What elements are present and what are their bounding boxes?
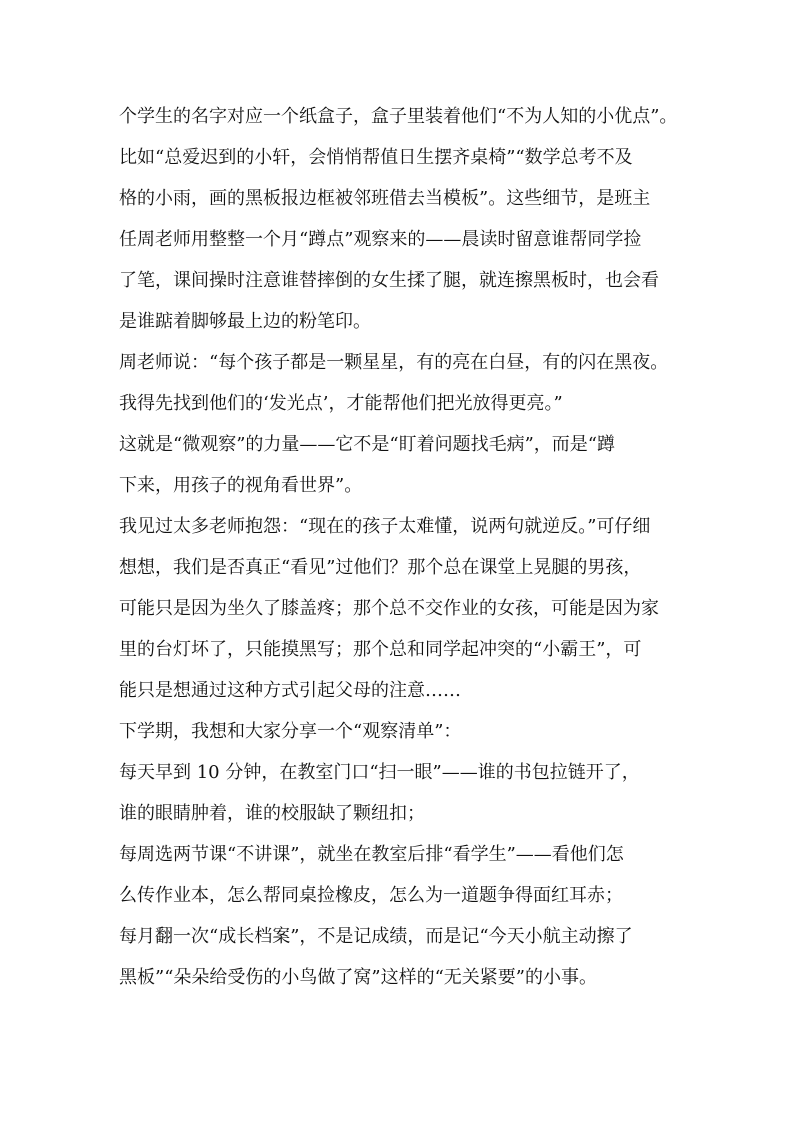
text-line: 想想，我们是否真正“看见”过他们？那个总在课堂上晃腿的男孩， [119,557,642,578]
text-line: 黑板”“朵朵给受伤的小鸟做了窝”这样的“无关紧要”的小事。 [119,967,598,988]
text-line: 么传作业本，怎么帮同桌捡橡皮，怎么为一道题争得面红耳赤； [119,885,623,906]
text-line: 每月翻一次“成长档案”，不是记成绩，而是记“今天小航主动擦了 [119,926,633,947]
text-line: 格的小雨，画的黑板报边框被邻班借去当模板”。这些细节，是班主 [119,188,651,209]
text-line: 比如“总爱迟到的小轩，会悄悄帮值日生摆齐桌椅”“数学总考不及 [119,147,633,168]
text-line: 了笔，课间操时注意谁替摔倒的女生揉了腿，就连擦黑板时，也会看 [119,270,659,291]
document-body [119,96,684,998]
text-line: 个学生的名字对应一个纸盒子，盒子里装着他们“不为人知的小优点”。 [119,106,678,127]
text-line: 每天早到 10 分钟，在教室门口“扫一眼”——谁的书包拉链开了， [119,762,640,783]
text-line: 里的台灯坏了，只能摸黑写；那个总和同学起冲突的“小霸王”，可 [119,639,642,660]
text-line: 可能只是因为坐久了膝盖疼；那个总不交作业的女孩，可能是因为家 [119,598,659,619]
text-line: 每周选两节课“不讲课”，就坐在教室后排“看学生”——看他们怎 [119,844,624,865]
text-line: 下来，用孩子的视角看世界”。 [119,475,363,496]
text-line: 我得先找到他们的‘发光点’，才能帮他们把光放得更亮。” [119,393,563,414]
text-line: 是谁踮着脚够最上边的粉笔印。 [119,311,371,332]
text-line: 下学期，我想和大家分享一个“观察清单”： [119,721,462,742]
text-line: 周老师说：“每个孩子都是一颗星星，有的亮在白昼，有的闪在黑夜。 [119,352,669,373]
text-line: 我见过太多老师抱怨：“现在的孩子太难懂，说两句就逆反。”可仔细 [119,516,651,537]
text-line: 能只是想通过这种方式引起父母的注意…… [119,680,461,701]
text-line: 谁的眼睛肿着，谁的校服缺了颗纽扣； [119,803,425,824]
text-line: 任周老师用整整一个月“蹲点”观察来的——晨读时留意谁帮同学捡 [119,229,642,250]
text-line: 这就是“微观察”的力量——它不是“盯着问题找毛病”，而是“蹲 [119,434,616,455]
